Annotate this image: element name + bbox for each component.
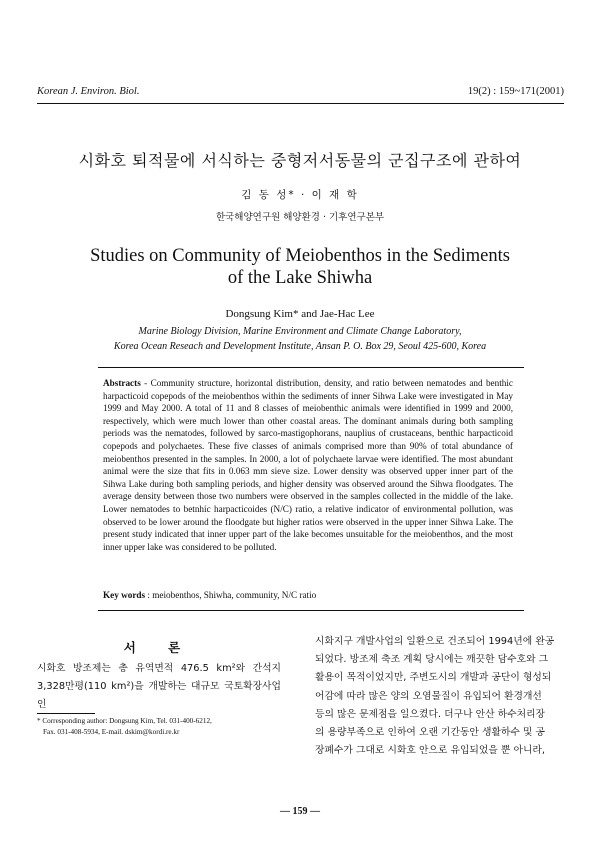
english-affiliation — [40, 324, 560, 354]
keywords — [103, 590, 523, 600]
abstract — [103, 377, 513, 553]
english-title-line1: Studies on Community of Meiobenthos in the Sediments — [90, 246, 510, 266]
text-line: 의 용량부족으로 인하여 오랜 기간동안 생활하수 및 공 — [315, 727, 546, 739]
korean-affiliation: 한국해양연구원 해양환경 · 기후연구본부 — [215, 212, 385, 223]
english-title — [60, 245, 540, 289]
affiliation-line1: Marine Biology Division, Marine Environment and Climate Change Laboratory, — [138, 326, 462, 337]
page-number: — 159 — — [280, 806, 320, 817]
text-line: 시화지구 개발사업의 일환으로 건조되어 1994년에 완공 — [315, 636, 555, 647]
section-heading-intro: 서 론 — [123, 640, 195, 655]
text-line: 어감에 따라 많은 양의 오염물질이 유입되어 환경개선 — [315, 690, 542, 702]
volume-info: 19(2) : 159~171(2001) — [467, 86, 564, 97]
footnote-line1: * Corresponding author: Dongsung Kim, Tel. 031-400-6212, — [37, 717, 212, 725]
text-line: 등의 많은 문제점을 일으켰다. 더구나 안산 하수처리장 — [315, 708, 546, 720]
keywords-label: Key words — [103, 590, 146, 600]
footnote-rule — [37, 713, 95, 714]
intro-left-column: 시화호 방조제는 총 유역면적 476.5 km²와 간석지 3,328만평(110 km²)을 개발하는 대규모 국토확장사업인 — [37, 663, 281, 710]
keywords-text: : meiobenthos, Shiwha, community, N/C ratio — [147, 590, 317, 600]
text-line: 활용이 목적이었지만, 주변도시의 개발과 공단이 형성되 — [315, 672, 552, 684]
abstract-top-rule — [98, 367, 524, 368]
running-header — [37, 86, 564, 102]
affiliation-line2: Korea Ocean Reseach and Development Institute, Ansan P. O. Box 29, Seoul 425-600, Korea — [113, 341, 487, 352]
footnote — [37, 716, 297, 737]
journal-name: Korean J. Environ. Biol. — [37, 86, 140, 97]
text-line: 장폐수가 그대로 시화호 안으로 유입되었을 뿐 아니라, — [315, 745, 546, 757]
korean-title: 시화호 퇴적물에 서식하는 중형저서동물의 군집구조에 관하여 — [78, 151, 522, 170]
english-title-line2: of the Lake Shiwha — [227, 268, 373, 288]
korean-authors: 김 동 성* · 이 재 학 — [241, 189, 359, 201]
text-line: 되었다. 방조제 축조 계획 당시에는 깨끗한 담수호와 그 — [315, 654, 549, 666]
english-authors: Dongsung Kim* and Jae-Hac Lee — [225, 308, 375, 320]
footnote-line2: Fax. 031-408-5934, E-mail. dskim@kordi.re.kr — [43, 727, 180, 736]
intro-right-column — [315, 633, 565, 760]
abstract-label: Abstracts — [103, 378, 141, 388]
abstract-bottom-rule — [98, 610, 524, 611]
header-rule — [37, 103, 564, 104]
abstract-text: - Community structure, horizontal distribution, density, and ratio between nematodes and benthic harpacticoid copepods of the meiobenthos within the sediments of inner Sihwa Lake were investigated in May 1999 and May 2000. A total of 11 and 8 classes of meiobenthic animals were identified in 1999 and 2000, respectively, which were much lower than other coastal areas. The dominant animals during both sampling periods was the nematodes, followed by sarco-mastigophorans, nauplius of crustaceans, benthic harpacticoid copepods and polychaetes. These five classes of animals comprised more than 90% of total abundance of meiobenthos presented in the samples. In 2000, a lot of polychaete larvae were identified. The most abundant animal were the size that fits in 0.063 mm sieve size. Lower density was observed upper inner part of the Sihwa Lake during both sampling periods, and higher density was observed around the Sihwa floodgates. The average density between those two numbers were observed in the samples collected in the middle of the lake. Lower nematodes to betnhic harpacticoides (N/C) ratio, a relative indicator of environmental pollution, was observed to be lower around the floodgate but higher ratios were observed in the upper inner Sihwa Lake. The present study indicated that inner upper part of the lake becomes unsuitable for the meiobenthos, and the most inner upper lake was considered to be polluted. — [103, 378, 514, 552]
